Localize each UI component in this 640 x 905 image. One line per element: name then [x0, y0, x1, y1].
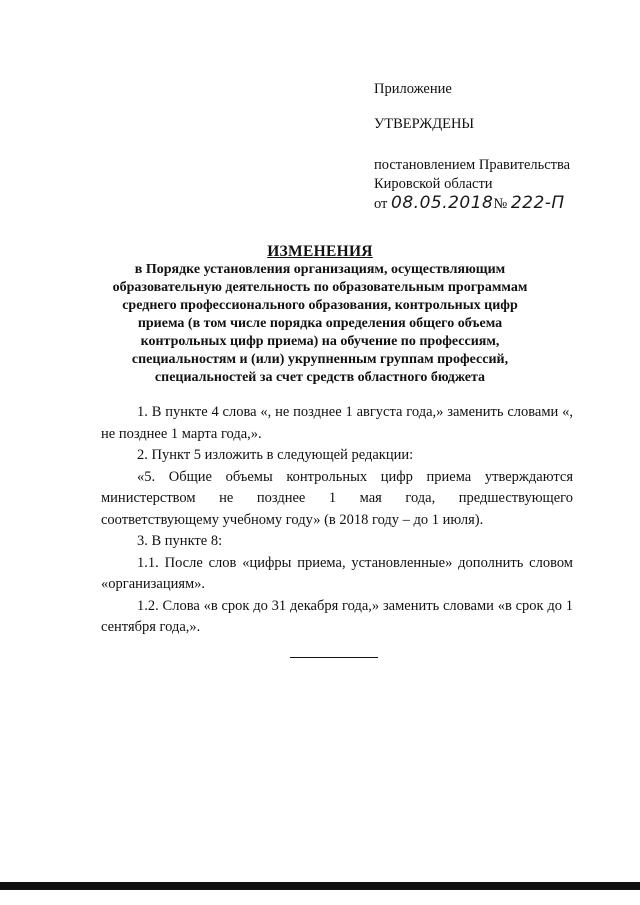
title-line: образовательную деятельность по образовательным программам — [112, 280, 528, 295]
body-paragraph: 2. Пункт 5 изложить в следующей редакции: — [137, 447, 414, 463]
decree-date-number-line — [374, 194, 604, 214]
decree-line-1: постановлением Правительства — [374, 157, 571, 173]
title-line: специальностям и (или) укрупненным группам профессий, — [131, 352, 509, 367]
title-line: приема (в том числе порядка определения общего объема — [137, 316, 503, 331]
title-line: в Порядке установления организациям, осуществляющим — [134, 262, 506, 277]
handwritten-number: 222-П — [510, 193, 565, 213]
title-line: среднего профессионального образования, контрольных цифр — [122, 298, 518, 313]
title-line: специальностей за счет средств областного бюджета — [154, 370, 486, 385]
title-line: контрольных цифр приема) на обучение по профессиям, — [140, 334, 500, 349]
body-paragraph: 1.2. Слова «в срок до 31 декабря года,» заменить словами «в срок до 1 сентября года,». — [101, 597, 573, 635]
body-paragraph: 1.1. После слов «цифры приема, установленные» дополнить словом «организациям». — [101, 554, 573, 592]
scan-edge-bar — [0, 882, 640, 890]
appendix-label: Приложение — [374, 81, 452, 97]
document-heading: ИЗМЕНЕНИЯ — [267, 243, 373, 260]
body-paragraph: 3. В пункте 8: — [137, 533, 223, 549]
decree-line-2: Кировской области — [374, 176, 493, 192]
approval-stamp-block — [374, 80, 604, 214]
from-label: от — [374, 196, 388, 212]
number-sign: № — [493, 196, 508, 212]
document-title-block — [90, 243, 550, 387]
end-divider-line — [290, 657, 378, 658]
approved-label: УТВЕРЖДЕНЫ — [374, 116, 475, 132]
body-paragraph: 1. В пункте 4 слова «, не позднее 1 августа года,» заменить словами «, не позднее 1 марта года,». — [101, 404, 573, 442]
handwritten-date: 08.05.2018 — [391, 193, 494, 213]
document-body — [101, 402, 573, 639]
body-paragraph: «5. Общие объемы контрольных цифр приема утверждаются министерством не позднее 1 мая года, предшествующего соответствующему учебному году» (в 2018 году – до 1 июля). — [101, 468, 573, 528]
